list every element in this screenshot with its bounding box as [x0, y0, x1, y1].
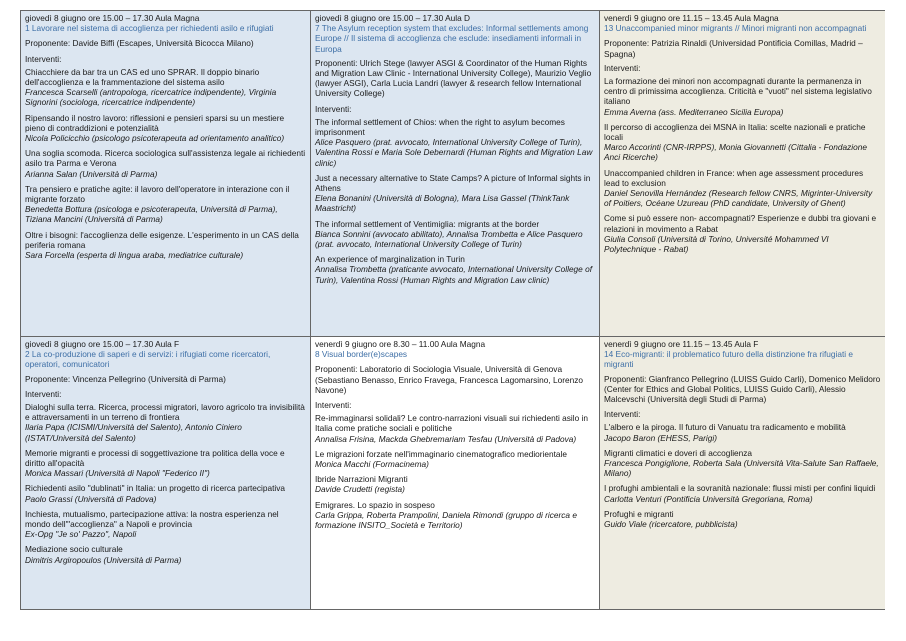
talk-item	[25, 230, 306, 261]
talk-title: Inchiesta, mutualismo, partecipazione attiva: la nostra esperienza nel mondo dell'"accoglienza" a Napoli e provincia	[25, 508, 279, 530]
talk-authors: Elena Bonanini (Università di Bologna), Mara Lisa Gassel (ThinkTank Maastricht)	[315, 193, 570, 214]
talk-authors: Dimitris Argiropoulos (Università di Parma)	[25, 554, 182, 565]
interventi-label: Interventi:	[315, 400, 352, 411]
talk-authors: Francesca Pongiglione, Roberta Sala (Università Vita-Salute San Raffaele, Milano)	[604, 458, 879, 479]
talk-title: Come si può essere non- accompagnati? Esperienze e dubbi tra giovani e relazioni in movimento a Rabat	[604, 213, 877, 234]
talk-title: The informal settlement of Ventimiglia: migrants at the border	[315, 218, 540, 229]
talk-title: Dialoghi sulla terra. Ricerca, processi migratori, lavoro agricolo tra invisibilità e attraversamenti in un terreno di frontiera	[25, 402, 305, 423]
session-title: 1 Lavorare nel sistema di accoglienza per richiedenti asilo e rifugiati	[25, 23, 274, 34]
talk-item	[25, 148, 306, 179]
talk-authors: Marco Accorinti (CNR-IRPPS), Monia Giovannetti (Cittalia - Fondazione Anci Ricerche)	[604, 142, 867, 163]
talk-authors: Carla Grippa, Roberta Prampolini, Daniela Rimondi (gruppo di ricerca e formazione INSITO_Società e Territorio)	[315, 509, 577, 531]
talk-title: Emigrares. Lo spazio in sospeso	[315, 499, 435, 510]
talk-authors: Jacopo Baron (EHESS, Parigi)	[604, 432, 717, 443]
talk-title: An experience of marginalization in Turin	[315, 254, 465, 265]
talk-item	[604, 509, 881, 529]
talk-item	[604, 422, 881, 442]
talk-authors: Benedetta Bottura (psicologa e psicoterapeuta, Università di Parma), Tiziana Mancini (Università di Parma)	[25, 204, 278, 225]
session-title: 8 Visual border(e)scapes	[315, 349, 408, 360]
talk-item	[604, 76, 881, 117]
talk-item	[315, 219, 595, 250]
talk-authors: Monica Massari (Università di Napoli "Federico II")	[25, 468, 210, 479]
talk-item	[315, 254, 595, 285]
talk-item	[25, 483, 306, 503]
talk-item	[604, 213, 881, 254]
talk-authors: Emma Averna (ass. Mediterraneo Sicilia Europa)	[604, 106, 784, 117]
talk-title: Ripensando il nostro lavoro: riflessioni e pensieri sparsi su un mestiere pieno di contraddizioni e potenzialità	[25, 112, 285, 133]
talk-title: Oltre i bisogni: l'accoglienza delle esigenze. L'esperimento in un CAS della periferia romana	[25, 229, 299, 250]
talk-item	[25, 509, 306, 540]
session-proponent: Proponenti: Laboratorio di Sociologia Visuale, Università di Genova (Sebastiano Benasso, Enrico Fravega, Francesca Lagomarsino, Lorenzo Navone)	[315, 364, 583, 395]
talk-item	[315, 173, 595, 214]
talk-authors: Ilaria Papa (ICISMI/Università del Salento), Antonio Ciniero (ISTAT/Università del Salento)	[25, 422, 242, 443]
talk-authors: Guido Viale (ricercatore, pubblicista)	[604, 519, 738, 530]
talk-title: Mediazione socio culturale	[25, 544, 123, 555]
interventi-label: Interventi:	[25, 53, 62, 64]
session-proponent: Proponenti: Ulrich Stege (lawyer ASGI & Coordinator of the Human Rights and Migration Law Clinic - International University College), Maurizio Veglio (lawyer ASGI), Carla Lucia Landri (lawyer & research fellow International University College)	[315, 57, 592, 99]
session-proponent: Proponente: Patrizia Rinaldi (Universidad Pontificia Comillas, Madrid – Spagna)	[604, 38, 863, 59]
session-proponent: Proponenti: Gianfranco Pellegrino (LUISS Guido Carli), Domenico Melidoro (Center for Ethics and Global Politics, LUISS Guido Carli), Alessio Malcevschi (Università degli Studi di Parma)	[604, 373, 881, 405]
talk-item	[315, 500, 595, 531]
session-proponent: Proponente: Vincenza Pellegrino (Università di Parma)	[25, 373, 226, 384]
talk-title: Chiacchiere da bar tra un CAS ed uno SPRAR. Il doppio binario dell'accoglienza e la frammentazione del sistema asilo	[25, 66, 260, 88]
interventi-label: Interventi:	[25, 388, 62, 399]
session-date: venerdì 9 giugno ore 11.15 – 13.45 Aula F	[604, 339, 759, 349]
session-cell-13	[600, 11, 885, 337]
talk-title: Le migrazioni forzate nell'immaginario cinematografico mediorientale	[315, 448, 567, 459]
session-date: venerdì 9 giugno ore 8.30 – 11.00 Aula Magna	[315, 339, 486, 349]
talk-title: Re-immaginarsi solidali? Le contro-narrazioni visuali sui richiedenti asilo in Italia come pratiche sociali e politiche	[315, 413, 588, 434]
talk-title: Memorie migranti e processi di soggettivazione tra politica della voce e diritto all'opacità	[25, 447, 285, 469]
session-cell-1	[21, 11, 311, 337]
talk-authors: Arianna Salan (Università di Parma)	[25, 168, 158, 179]
session-cell-8	[311, 337, 600, 609]
talk-title: La formazione dei minori non accompagnati durante la permanenza in centro di primissima accoglienza. Criticità e "vuoti" nel sistema legislativo italiano	[604, 76, 872, 107]
talk-authors: Sara Forcella (esperta di lingua araba, mediatrice culturale)	[25, 250, 244, 261]
talk-title: Ibride Narrazioni Migranti	[315, 474, 408, 485]
talk-authors: Monica Macchi (Formacinema)	[315, 459, 429, 470]
talk-authors: Annalisa Trombetta (praticante avvocato, International University College of Turin), Valentina Rossi (Human Rights and Migration Law clinic)	[315, 264, 593, 285]
session-date: venerdì 9 giugno ore 11.15 – 13.45 Aula Magna	[604, 13, 779, 23]
session-cell-7	[311, 11, 600, 337]
session-title: 7 The Asylum reception system that excludes: Informal settlements among Europe // Il sistema di accoglienza che esclude: insediamenti informali in Europa	[315, 23, 589, 54]
talk-title: Just a necessary alternative to State Camps? A picture of Informal sights in Athens	[315, 172, 591, 194]
talk-item	[25, 448, 306, 479]
talk-item	[315, 449, 595, 469]
talk-authors: Davide Crudetti (regista)	[315, 484, 405, 495]
interventi-label: Interventi:	[604, 62, 641, 73]
talk-item	[25, 113, 306, 144]
talk-item	[604, 483, 881, 503]
talk-authors: Ex-Opg "Je so' Pazzo", Napoli	[25, 529, 137, 540]
talk-authors: Bianca Sonnini (avvocato abilitato), Annalisa Trombetta e Alice Pasquero (prat. avvocato, International University College of Turin)	[315, 228, 583, 250]
talk-title: Profughi e migranti	[604, 508, 674, 519]
talk-authors: Nicola Policicchio (psicologo psicoterapeuta ad orientamento analitico)	[25, 133, 285, 144]
talk-item	[25, 544, 306, 564]
session-title: 2 La co-produzione di saperi e di servizi: i rifugiati come ricercatori, operatori, comunicatori	[25, 349, 271, 370]
talk-authors: Paolo Grassi (Università di Padova)	[25, 493, 157, 504]
talk-authors: Annalisa Frisina, Mackda Ghebremariam Tesfau (Università di Padova)	[315, 433, 577, 444]
talk-authors: Francesca Scarselli (antropologa, ricercatrice indipendente), Virginia Signorini (sociologa, ricercatrice indipendente)	[25, 87, 277, 108]
talk-item	[604, 168, 881, 209]
talk-item	[315, 413, 595, 444]
talk-title: Unaccompanied children in France: when age assessment procedures lead to exclusion	[604, 167, 864, 188]
interventi-label: Interventi:	[604, 409, 641, 420]
interventi-label: Interventi:	[315, 103, 352, 114]
talk-title: Migranti climatici e doveri di accoglienza	[604, 447, 753, 458]
program-table	[20, 10, 885, 610]
session-title: 13 Unaccompanied minor migrants // Minori migranti non accompagnati	[604, 23, 867, 34]
talk-item	[25, 402, 306, 443]
talk-title: Tra pensiero e pratiche agite: il lavoro dell'operatore in interazione con il migrante forzato	[25, 183, 290, 205]
talk-item	[315, 474, 595, 494]
talk-authors: Alice Pasquero (prat. avvocato, International University College of Turin), Valentina Rossi e Maria Sole Debernardi (Human Rights and Migration Law clinic)	[315, 137, 593, 168]
talk-item	[25, 184, 306, 225]
talk-title: The informal settlement of Chios: when the right to asylum becomes imprisonment	[315, 116, 565, 138]
talk-item	[604, 448, 881, 479]
session-proponent: Proponente: Davide Biffi (Escapes, Università Bicocca Milano)	[25, 38, 254, 49]
session-date: giovedì 8 giugno ore 15.00 – 17.30 Aula Magna	[25, 13, 200, 23]
talk-item	[315, 117, 595, 168]
session-cell-14	[600, 337, 885, 609]
talk-title: I profughi ambientali e la sovranità nazionale: flussi misti per confini liquidi	[604, 483, 876, 494]
talk-authors: Daniel Senovilla Hernández (Research fellow CNRS, Migrinter-University of Poitiers, Océane Uzureau (PhD candidate, University of Ghent)	[604, 188, 873, 209]
session-date: giovedì 8 giugno ore 15.00 – 17.30 Aula D	[315, 13, 470, 23]
talk-authors: Giulia Consoli (Università di Torino, Université Mohammed VI Polytechnique - Rabat)	[604, 233, 829, 255]
talk-title: Richiedenti asilo "dublinati" in Italia: un progetto di ricerca partecipativa	[25, 483, 286, 494]
talk-item	[25, 67, 306, 108]
talk-item	[604, 122, 881, 163]
talk-title: L'albero e la piroga. Il futuro di Vanuatu tra radicamento e mobilità	[604, 422, 846, 433]
session-title: 14 Eco-migranti: il problematico futuro della distinzione fra rifugiati e migranti	[604, 349, 854, 370]
session-date: giovedì 8 giugno ore 15.00 – 17.30 Aula F	[25, 339, 180, 349]
talk-title: Il percorso di accoglienza dei MSNA in Italia: scelte nazionali e pratiche locali	[604, 121, 866, 143]
talk-authors: Carlotta Venturi (Pontificia Università Gregoriana, Roma)	[604, 493, 813, 504]
session-cell-2	[21, 337, 311, 609]
talk-title: Una soglia scomoda. Ricerca sociologica sull'assistenza legale ai richiedenti asilo tra Parma e Verona	[25, 148, 306, 169]
